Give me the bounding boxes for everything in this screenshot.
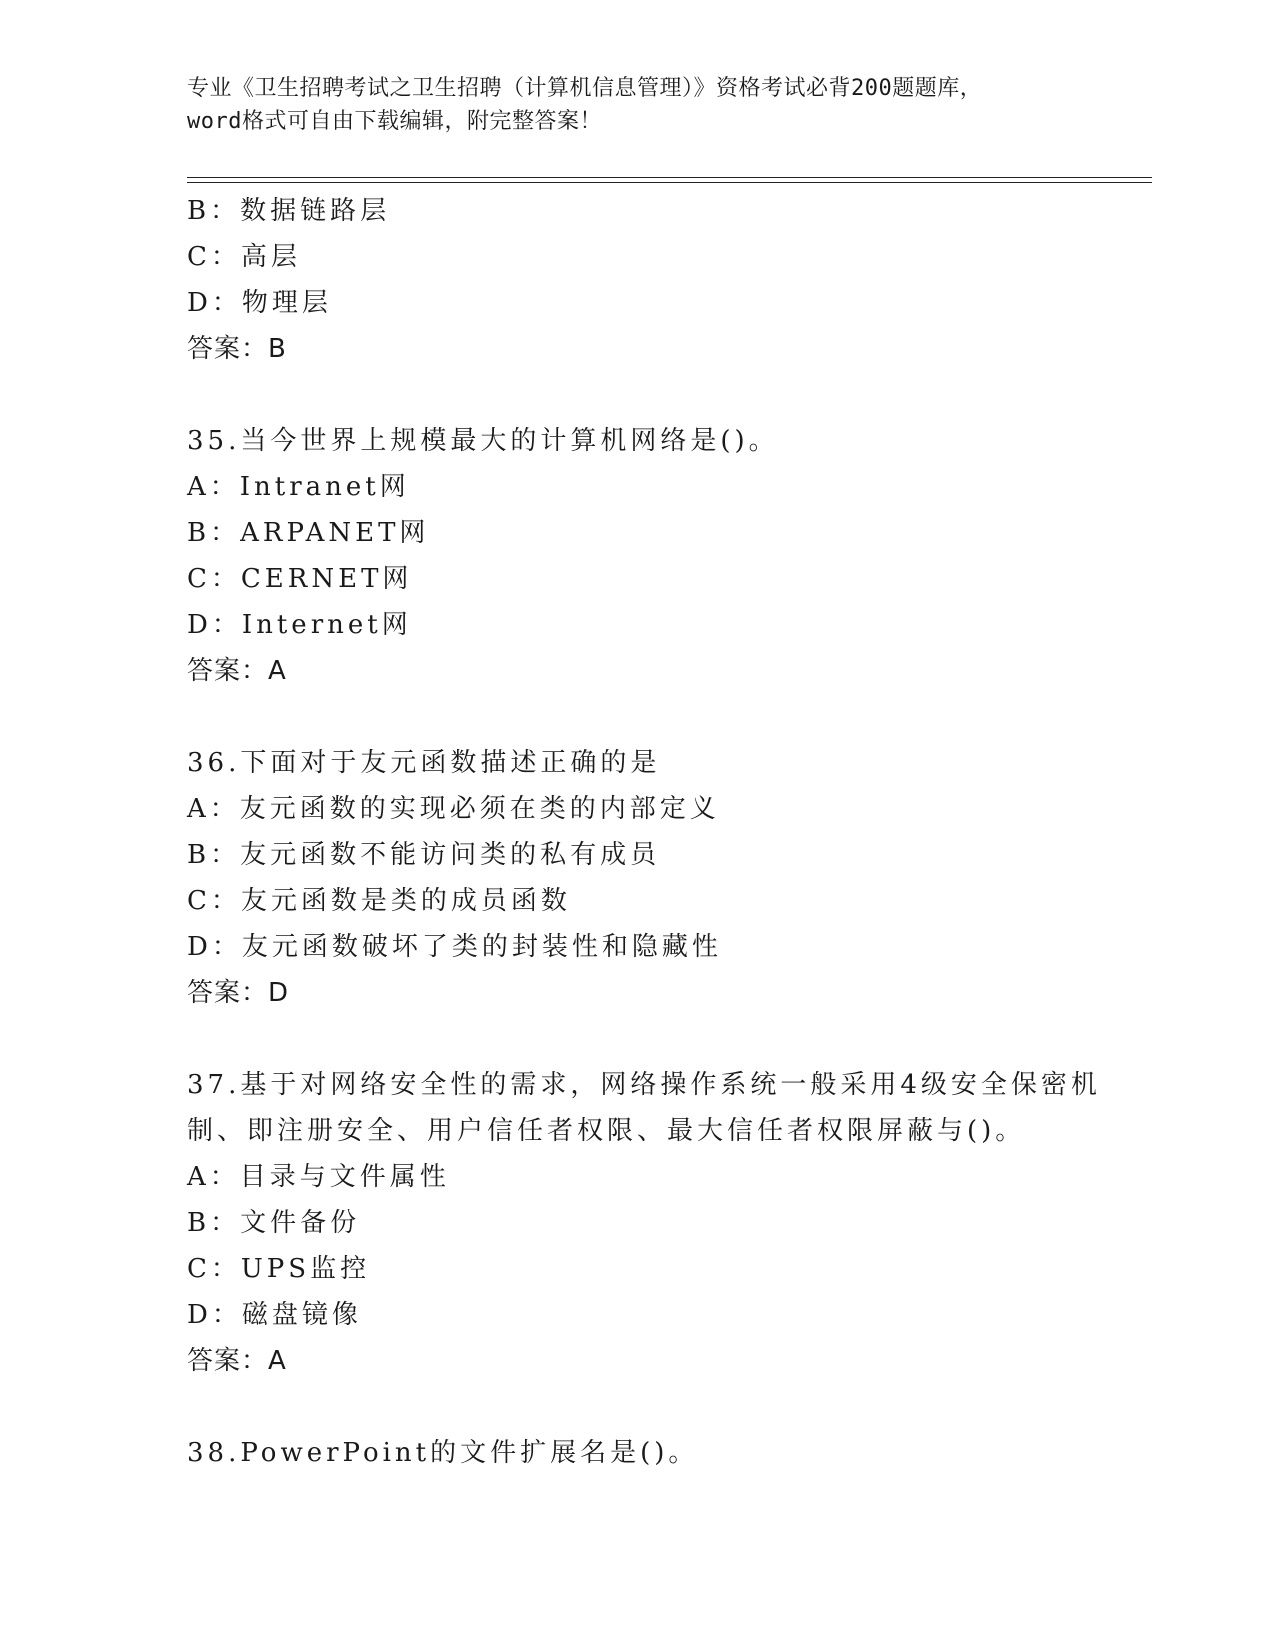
option-d: D：Internet网 xyxy=(187,610,412,640)
spacer xyxy=(187,1384,1147,1430)
header-line-1: 专业《卫生招聘考试之卫生招聘（计算机信息管理）》资格考试必背200题题库， xyxy=(187,76,983,101)
option-c: C：UPS监控 xyxy=(187,1254,371,1284)
option-c: C：CERNET网 xyxy=(187,564,413,594)
option-b: B：ARPANET网 xyxy=(187,518,430,548)
answer-line: 答案：A xyxy=(187,1346,287,1376)
option-d: D：磁盘镜像 xyxy=(187,1300,362,1330)
option-c: C：高层 xyxy=(187,242,301,272)
question-block-37 xyxy=(187,1062,1147,1384)
question-text: 35.当今世界上规模最大的计算机网络是()。 xyxy=(187,426,779,456)
answer-line: 答案：D xyxy=(187,978,290,1008)
question-text: 38.PowerPoint的文件扩展名是()。 xyxy=(187,1438,699,1468)
spacer xyxy=(187,372,1147,418)
question-block-34 xyxy=(187,188,1147,372)
header-divider-bottom xyxy=(187,182,1152,183)
option-a: A：Intranet网 xyxy=(187,472,410,502)
option-d: D：友元函数破坏了类的封装性和隐藏性 xyxy=(187,932,722,962)
answer-line: 答案：B xyxy=(187,334,287,364)
question-list xyxy=(187,188,1147,1476)
spacer xyxy=(187,694,1147,740)
question-block-36 xyxy=(187,740,1147,1016)
question-text: 36.下面对于友元函数描述正确的是 xyxy=(187,748,661,778)
document-header xyxy=(187,72,1087,138)
option-c: C：友元函数是类的成员函数 xyxy=(187,886,571,916)
header-line-2: word格式可自由下载编辑，附完整答案！ xyxy=(187,109,602,134)
option-b: B：友元函数不能访问类的私有成员 xyxy=(187,840,661,870)
question-text-line-1: 37.基于对网络安全性的需求，网络操作系统一般采用4级安全保密机 xyxy=(187,1070,1101,1100)
spacer xyxy=(187,1016,1147,1062)
question-block-35 xyxy=(187,418,1147,694)
question-block-38 xyxy=(187,1430,1147,1476)
option-a: A：友元函数的实现必须在类的内部定义 xyxy=(187,794,720,824)
option-b: B：文件备份 xyxy=(187,1208,361,1238)
option-d: D：物理层 xyxy=(187,288,332,318)
question-text-line-2: 制、即注册安全、用户信任者权限、最大信任者权限屏蔽与()。 xyxy=(187,1116,1026,1146)
answer-line: 答案：A xyxy=(187,656,287,686)
header-divider-top xyxy=(187,177,1152,178)
option-b: B：数据链路层 xyxy=(187,196,391,226)
option-a: A：目录与文件属性 xyxy=(187,1162,450,1192)
